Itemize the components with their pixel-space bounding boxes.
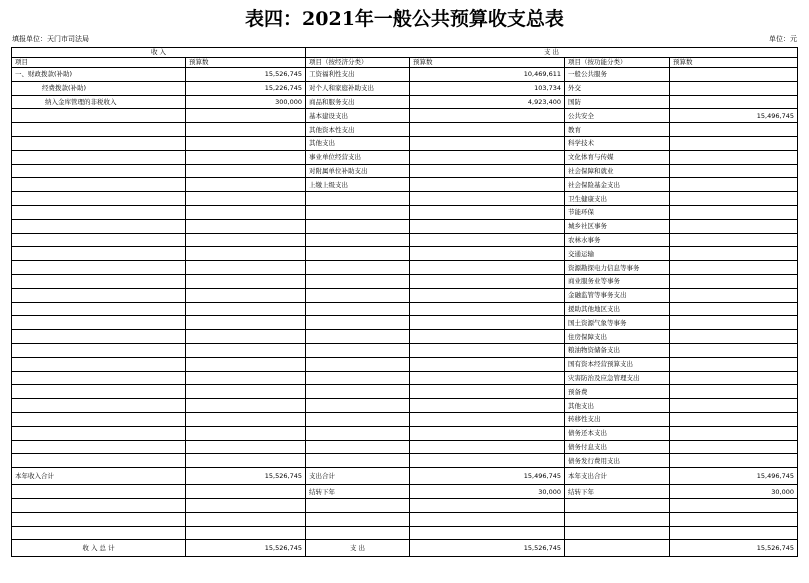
- table-cell: [670, 288, 798, 302]
- table-cell: 对附属单位补助支出: [306, 164, 410, 178]
- table-cell: 纳入金库管理的非税收入: [12, 95, 186, 109]
- table-cell: [186, 426, 306, 440]
- table-cell: [410, 426, 565, 440]
- table-cell: [186, 371, 306, 385]
- table-cell: [670, 330, 798, 344]
- table-cell: 15,526,745: [186, 540, 306, 557]
- table-cell: [12, 109, 186, 123]
- table-cell: [306, 233, 410, 247]
- table-cell: 其他支出: [565, 399, 670, 413]
- table-cell: [670, 343, 798, 357]
- table-cell: 节能环保: [565, 205, 670, 219]
- column-header: 预算数: [186, 58, 306, 68]
- table-cell: [186, 123, 306, 137]
- table-cell: [670, 385, 798, 399]
- table-cell: [12, 288, 186, 302]
- table-cell: 15,496,745: [670, 109, 798, 123]
- table-cell: [306, 399, 410, 413]
- table-cell: 其他支出: [306, 136, 410, 150]
- table-cell: [670, 357, 798, 371]
- table-cell: [12, 247, 186, 261]
- table-cell: [410, 288, 565, 302]
- table-cell: [410, 412, 565, 426]
- table-cell: [12, 136, 186, 150]
- table-cell: [410, 343, 565, 357]
- table-cell: [670, 412, 798, 426]
- table-cell: [12, 219, 186, 233]
- table-row: [12, 316, 798, 330]
- table-cell: [670, 261, 798, 275]
- table-cell: 债务发行费用支出: [565, 454, 670, 468]
- table-cell: [410, 399, 565, 413]
- table-row: [12, 261, 798, 275]
- table-cell: [670, 247, 798, 261]
- table-cell: 事业单位经营支出: [306, 150, 410, 164]
- table-row: [12, 178, 798, 192]
- table-cell: [410, 261, 565, 275]
- table-cell: [12, 274, 186, 288]
- table-cell: 15,496,745: [670, 468, 798, 485]
- table-cell: [306, 316, 410, 330]
- table-cell: [186, 261, 306, 275]
- table-cell: 其他资本性支出: [306, 123, 410, 137]
- table-cell: [410, 385, 565, 399]
- table-row: [12, 526, 798, 540]
- table-cell: [12, 150, 186, 164]
- table-cell: [186, 316, 306, 330]
- table-cell: 商品和服务支出: [306, 95, 410, 109]
- table-cell: 15,496,745: [410, 468, 565, 485]
- table-cell: 支出合计: [306, 468, 410, 485]
- table-cell: [670, 371, 798, 385]
- table-cell: [12, 357, 186, 371]
- table-cell: [186, 399, 306, 413]
- currency-unit: 单位：元: [769, 35, 797, 43]
- table-cell: [565, 540, 670, 557]
- table-cell: [410, 164, 565, 178]
- table-cell: 上缴上级支出: [306, 178, 410, 192]
- table-cell: [186, 498, 306, 512]
- table-cell: [670, 399, 798, 413]
- table-cell: [306, 219, 410, 233]
- income-section-header: 收 入: [12, 48, 306, 58]
- table-cell: [670, 219, 798, 233]
- table-cell: [670, 68, 798, 82]
- table-row: [12, 136, 798, 150]
- table-cell: [410, 136, 565, 150]
- table-cell: 本年收入合计: [12, 468, 186, 485]
- table-cell: [306, 512, 410, 526]
- table-cell: [186, 485, 306, 499]
- table-cell: [410, 109, 565, 123]
- table-row: [12, 343, 798, 357]
- table-cell: 债务还本支出: [565, 426, 670, 440]
- table-cell: [410, 123, 565, 137]
- table-cell: [306, 274, 410, 288]
- table-cell: [306, 330, 410, 344]
- table-cell: 支 出: [306, 540, 410, 557]
- table-cell: 收 入 总 计: [12, 540, 186, 557]
- table-cell: [410, 316, 565, 330]
- table-cell: [670, 274, 798, 288]
- table-cell: 一、财政拨款(补助): [12, 68, 186, 82]
- table-row: [12, 468, 798, 485]
- table-cell: [12, 330, 186, 344]
- table-cell: [670, 150, 798, 164]
- table-cell: 国有资本经营预算支出: [565, 357, 670, 371]
- table-cell: 教育: [565, 123, 670, 137]
- table-cell: [565, 526, 670, 540]
- table-cell: 援助其他地区支出: [565, 302, 670, 316]
- table-cell: 对个人和家庭补助支出: [306, 81, 410, 95]
- table-cell: 商业服务业等事务: [565, 274, 670, 288]
- table-cell: [410, 150, 565, 164]
- section-header-row: [12, 48, 798, 58]
- table-row: [12, 485, 798, 499]
- table-cell: 国土资源气象等事务: [565, 316, 670, 330]
- table-cell: 15,526,745: [670, 540, 798, 557]
- table-cell: 国防: [565, 95, 670, 109]
- column-header-row: [12, 58, 798, 68]
- table-cell: [306, 288, 410, 302]
- table-cell: [565, 512, 670, 526]
- table-cell: [306, 247, 410, 261]
- table-cell: [410, 274, 565, 288]
- page-title: 表四：2021年一般公共预算收支总表: [245, 8, 564, 30]
- table-row: [12, 123, 798, 137]
- table-row: [12, 385, 798, 399]
- table-cell: 10,469,611: [410, 68, 565, 82]
- table-row: [12, 95, 798, 109]
- table-cell: 资源勘探电力信息等事务: [565, 261, 670, 275]
- expense-section-header: 支 出: [306, 48, 798, 58]
- table-cell: [186, 385, 306, 399]
- table-cell: 卫生健康支出: [565, 192, 670, 206]
- table-cell: 经费拨款(补助): [12, 81, 186, 95]
- table-cell: [12, 485, 186, 499]
- table-cell: [306, 454, 410, 468]
- table-cell: [12, 164, 186, 178]
- table-cell: [186, 164, 306, 178]
- table-row: [12, 247, 798, 261]
- table-cell: 粮油物资储备支出: [565, 343, 670, 357]
- table-cell: [306, 302, 410, 316]
- column-header: 项目（按功能分类）: [565, 58, 670, 68]
- table-row: [12, 426, 798, 440]
- table-cell: [186, 526, 306, 540]
- table-cell: 结转下年: [306, 485, 410, 499]
- table-cell: 15,226,745: [186, 81, 306, 95]
- table-row: [12, 274, 798, 288]
- table-cell: 公共安全: [565, 109, 670, 123]
- table-cell: [670, 164, 798, 178]
- column-header: 项目（按经济分类）: [306, 58, 410, 68]
- reporting-unit: 填报单位：天门市司法局: [12, 35, 89, 43]
- table-cell: 灾害防治及应急管理支出: [565, 371, 670, 385]
- table-cell: [12, 385, 186, 399]
- table-cell: [12, 316, 186, 330]
- table-cell: 300,000: [186, 95, 306, 109]
- table-cell: [186, 136, 306, 150]
- table-cell: [186, 440, 306, 454]
- table-cell: [410, 512, 565, 526]
- table-cell: 社会保险基金支出: [565, 178, 670, 192]
- table-cell: [306, 526, 410, 540]
- table-cell: [12, 512, 186, 526]
- table-cell: [306, 343, 410, 357]
- table-cell: [670, 302, 798, 316]
- table-cell: [186, 233, 306, 247]
- table-cell: 交通运输: [565, 247, 670, 261]
- table-cell: [12, 526, 186, 540]
- table-cell: 4,923,400: [410, 95, 565, 109]
- table-cell: [410, 498, 565, 512]
- table-row: [12, 219, 798, 233]
- table-cell: [410, 454, 565, 468]
- table-row: [12, 109, 798, 123]
- table-cell: [410, 205, 565, 219]
- table-cell: [12, 178, 186, 192]
- table-cell: [670, 526, 798, 540]
- table-cell: 本年支出合计: [565, 468, 670, 485]
- table-cell: 住房保障支出: [565, 330, 670, 344]
- table-cell: [186, 274, 306, 288]
- table-cell: [306, 426, 410, 440]
- table-cell: [306, 385, 410, 399]
- table-cell: [410, 192, 565, 206]
- table-cell: 文化体育与传媒: [565, 150, 670, 164]
- table-cell: [12, 343, 186, 357]
- table-cell: [410, 178, 565, 192]
- table-cell: [670, 426, 798, 440]
- table-cell: [410, 247, 565, 261]
- table-cell: [410, 440, 565, 454]
- table-row: [12, 412, 798, 426]
- table-cell: [306, 440, 410, 454]
- table-cell: [12, 498, 186, 512]
- table-cell: [565, 498, 670, 512]
- table-row: [12, 302, 798, 316]
- table-cell: [186, 412, 306, 426]
- table-cell: [410, 330, 565, 344]
- table-row: [12, 440, 798, 454]
- table-row: [12, 330, 798, 344]
- table-cell: 预备费: [565, 385, 670, 399]
- table-cell: 15,526,745: [186, 468, 306, 485]
- table-cell: [670, 123, 798, 137]
- table-row: [12, 233, 798, 247]
- table-cell: [306, 498, 410, 512]
- table-cell: [410, 526, 565, 540]
- table-cell: 科学技术: [565, 136, 670, 150]
- table-cell: [186, 178, 306, 192]
- budget-table: [11, 47, 798, 557]
- table-cell: [410, 357, 565, 371]
- table-cell: 外交: [565, 81, 670, 95]
- table-cell: 转移性支出: [565, 412, 670, 426]
- table-cell: [186, 219, 306, 233]
- table-cell: [12, 440, 186, 454]
- table-cell: 基本建设支出: [306, 109, 410, 123]
- table-cell: 30,000: [410, 485, 565, 499]
- table-cell: 社会保障和就业: [565, 164, 670, 178]
- table-cell: [186, 454, 306, 468]
- table-cell: [670, 136, 798, 150]
- table-cell: [12, 123, 186, 137]
- table-cell: [186, 192, 306, 206]
- table-cell: [670, 454, 798, 468]
- table-cell: [186, 357, 306, 371]
- table-cell: 103,734: [410, 81, 565, 95]
- table-row: [12, 150, 798, 164]
- table-cell: [670, 95, 798, 109]
- table-cell: 城乡社区事务: [565, 219, 670, 233]
- table-cell: [306, 261, 410, 275]
- column-header: 预算数: [410, 58, 565, 68]
- table-row: [12, 192, 798, 206]
- table-cell: [186, 109, 306, 123]
- table-cell: [12, 233, 186, 247]
- table-row: [12, 205, 798, 219]
- column-header: 预算数: [670, 58, 798, 68]
- table-row: [12, 498, 798, 512]
- table-cell: [306, 205, 410, 219]
- table-cell: 结转下年: [565, 485, 670, 499]
- table-cell: [670, 192, 798, 206]
- table-cell: [670, 512, 798, 526]
- table-cell: [410, 371, 565, 385]
- table-cell: [186, 205, 306, 219]
- table-cell: 金融监管等事务支出: [565, 288, 670, 302]
- table-cell: [306, 371, 410, 385]
- table-row: [12, 68, 798, 82]
- table-cell: [12, 205, 186, 219]
- table-cell: [12, 192, 186, 206]
- table-cell: 30,000: [670, 485, 798, 499]
- table-row: [12, 371, 798, 385]
- table-cell: [12, 454, 186, 468]
- table-cell: [306, 192, 410, 206]
- table-cell: [670, 205, 798, 219]
- table-row: [12, 512, 798, 526]
- table-row: [12, 288, 798, 302]
- table-cell: [410, 302, 565, 316]
- table-cell: [670, 81, 798, 95]
- table-cell: [12, 261, 186, 275]
- table-cell: [12, 399, 186, 413]
- table-cell: [670, 316, 798, 330]
- table-row: [12, 399, 798, 413]
- table-cell: [670, 440, 798, 454]
- table-cell: [410, 233, 565, 247]
- table-cell: 农林水事务: [565, 233, 670, 247]
- table-cell: [186, 150, 306, 164]
- table-cell: [186, 302, 306, 316]
- table-cell: [670, 178, 798, 192]
- table-cell: [306, 357, 410, 371]
- table-cell: [12, 371, 186, 385]
- table-cell: 一般公共服务: [565, 68, 670, 82]
- table-cell: 15,526,745: [186, 68, 306, 82]
- column-header: 项目: [12, 58, 186, 68]
- table-cell: [410, 219, 565, 233]
- table-row: [12, 81, 798, 95]
- table-cell: [12, 302, 186, 316]
- table-cell: [670, 233, 798, 247]
- table-cell: 债务付息支出: [565, 440, 670, 454]
- table-cell: [670, 498, 798, 512]
- table-cell: [186, 343, 306, 357]
- table-cell: [186, 512, 306, 526]
- table-row: [12, 454, 798, 468]
- table-cell: 15,526,745: [410, 540, 565, 557]
- table-row: [12, 357, 798, 371]
- table-cell: [12, 412, 186, 426]
- grand-total-row: [12, 540, 798, 557]
- table-cell: [186, 288, 306, 302]
- table-cell: [12, 426, 186, 440]
- table-cell: [186, 247, 306, 261]
- table-cell: [186, 330, 306, 344]
- table-row: [12, 164, 798, 178]
- table-cell: [306, 412, 410, 426]
- table-cell: 工资福利性支出: [306, 68, 410, 82]
